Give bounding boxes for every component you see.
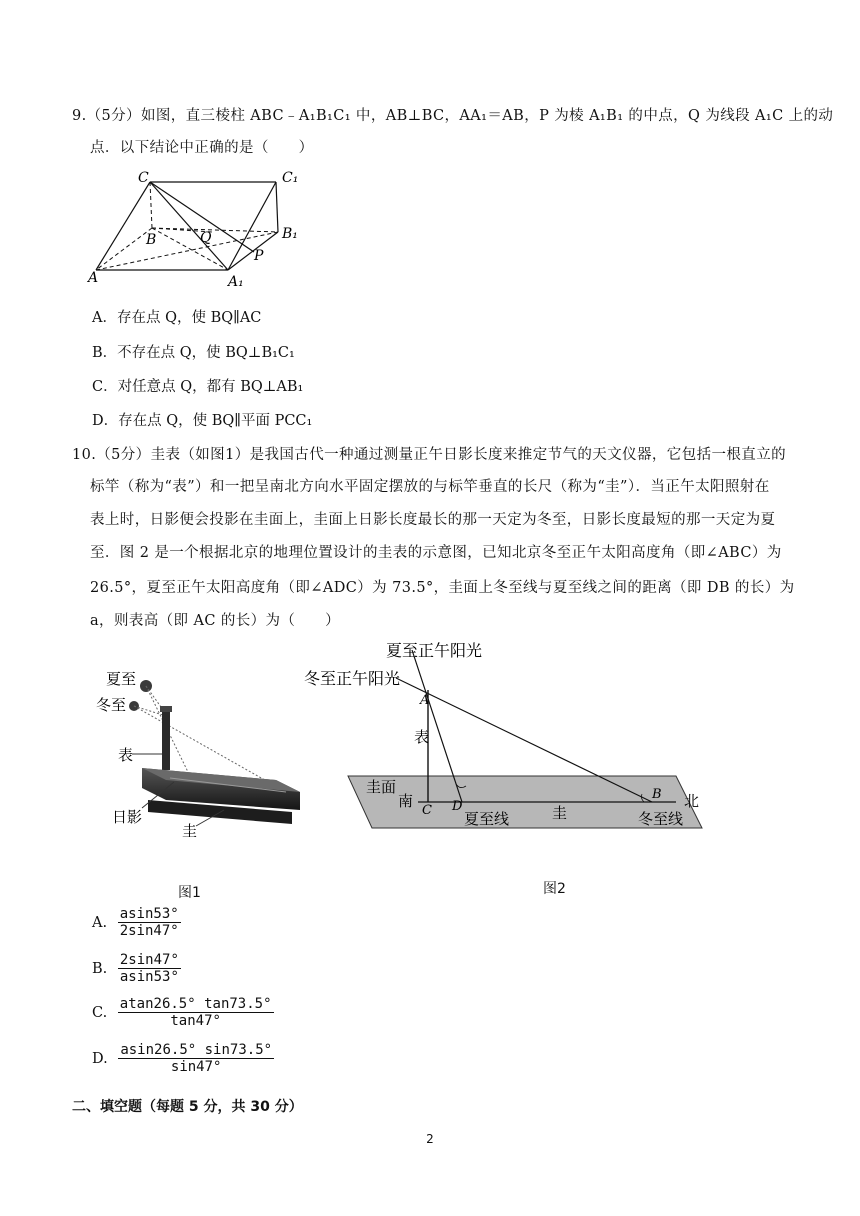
fig2-caption: 图2 bbox=[543, 881, 566, 897]
fraction-numerator: asin26.5° sin73.5° bbox=[120, 1042, 273, 1058]
option-fraction bbox=[118, 996, 274, 1029]
q10-option-c bbox=[92, 996, 274, 1029]
q9-option-c: C．对任意点 Q，都有 BQ⊥AB₁ bbox=[92, 379, 304, 395]
option-label: A. bbox=[92, 914, 108, 931]
fig1-label-dongzhi: 冬至 bbox=[96, 696, 127, 714]
q10-option-a bbox=[92, 906, 181, 939]
option-label: D. bbox=[92, 1050, 108, 1067]
fig2-label-D: D bbox=[452, 799, 463, 814]
fig2-label-B: B bbox=[652, 787, 662, 802]
label-P: P bbox=[254, 248, 264, 264]
label-B1: B₁ bbox=[282, 226, 298, 242]
section-title: 二、填空题（每题 5 分，共 30 分） bbox=[72, 1099, 303, 1115]
q10-stem-line4: 至．图 2 是一个根据北京的地理位置设计的圭表的示意图，已知北京冬至正午太阳高度角（即∠ABC）为 bbox=[90, 545, 782, 561]
fig2-label-C: C bbox=[422, 803, 432, 818]
q9-option-b: B．不存在点 Q，使 BQ⊥B₁C₁ bbox=[92, 345, 295, 361]
label-C1: C₁ bbox=[282, 170, 299, 186]
q10-stem-line1: 10.（5分）圭表（如图1）是我国古代一种通过测量正午日影长度来推定节气的天文仪器，它包括一根直立的 bbox=[72, 447, 787, 463]
gnomon-schematic-figure bbox=[300, 636, 710, 836]
fig2-label-dongzhixian: 冬至线 bbox=[638, 810, 684, 828]
q9-option-a: A．存在点 Q，使 BQ∥AC bbox=[92, 310, 262, 326]
fraction-numerator: asin53° bbox=[119, 906, 179, 922]
label-C: C bbox=[138, 170, 149, 186]
fig2-label-xiazhi-sun: 夏至正午阳光 bbox=[386, 641, 483, 660]
label-A1: A₁ bbox=[228, 274, 244, 290]
gnomon-photo-figure bbox=[96, 660, 316, 844]
q10-option-d bbox=[92, 1042, 274, 1075]
fig2-label-bei: 北 bbox=[684, 792, 700, 810]
q10-stem-line2: 标竿（称为“表”）和一把呈南北方向水平固定摆放的与标竿垂直的长尺（称为“圭”）．当正午太阳照射在 bbox=[90, 479, 770, 495]
fraction-denominator: sin47° bbox=[170, 1059, 222, 1075]
q10-stem-line5: 26.5°，夏至正午太阳高度角（即∠ADC）为 73.5°，圭面上冬至线与夏至线之间的距离（即 DB 的长）为 bbox=[90, 580, 795, 596]
label-B: B bbox=[146, 232, 157, 248]
prism-figure bbox=[86, 166, 316, 290]
fig2-label-nan: 南 bbox=[398, 792, 414, 810]
fig1-label-biao: 表 bbox=[118, 746, 134, 764]
q9-stem-line1: 9.（5分）如图，直三棱柱 ABC﹣A₁B₁C₁ 中，AB⊥BC，AA₁＝AB，P 为棱 A₁B₁ 的中点，Q 为线段 A₁C 上的动 bbox=[72, 108, 834, 124]
label-Q: Q bbox=[200, 230, 212, 246]
fraction-denominator: asin53° bbox=[119, 969, 179, 985]
fraction-numerator: 2sin47° bbox=[119, 952, 179, 968]
option-fraction bbox=[118, 906, 181, 939]
fraction-numerator: atan26.5° tan73.5° bbox=[119, 996, 272, 1012]
q10-option-b bbox=[92, 952, 181, 985]
fig2-label-xiazhixian: 夏至线 bbox=[464, 810, 510, 828]
option-fraction bbox=[118, 1042, 274, 1075]
fig2-label-gui: 圭 bbox=[552, 804, 568, 822]
q9-option-d: D．存在点 Q，使 BQ∥平面 PCC₁ bbox=[92, 413, 313, 429]
option-label: C. bbox=[92, 1004, 108, 1021]
option-label: B. bbox=[92, 960, 108, 977]
fraction-denominator: 2sin47° bbox=[119, 923, 179, 939]
fig1-caption: 图1 bbox=[178, 885, 201, 901]
page-number: 2 bbox=[426, 1132, 434, 1146]
label-A: A bbox=[88, 270, 99, 286]
fig1-label-riying: 日影 bbox=[112, 808, 143, 826]
fraction-denominator: tan47° bbox=[170, 1013, 221, 1029]
q10-stem-line6: a，则表高（即 AC 的长）为（ ） bbox=[90, 613, 341, 629]
option-fraction bbox=[118, 952, 181, 985]
fig2-label-A: A bbox=[420, 693, 430, 708]
fig2-label-guimian: 圭面 bbox=[366, 778, 397, 796]
fig1-label-gui: 圭 bbox=[182, 822, 198, 840]
fig2-label-biao: 表 bbox=[414, 728, 430, 746]
q9-stem-line2: 点．以下结论中正确的是（ ） bbox=[90, 140, 314, 156]
q10-stem-line3: 表上时，日影便会投影在圭面上，圭面上日影长度最长的那一天定为冬至，日影长度最短的那一天定为夏 bbox=[90, 512, 776, 528]
fig1-label-xiazhi: 夏至 bbox=[106, 670, 137, 688]
fig2-label-dongzhi-sun: 冬至正午阳光 bbox=[304, 669, 401, 688]
